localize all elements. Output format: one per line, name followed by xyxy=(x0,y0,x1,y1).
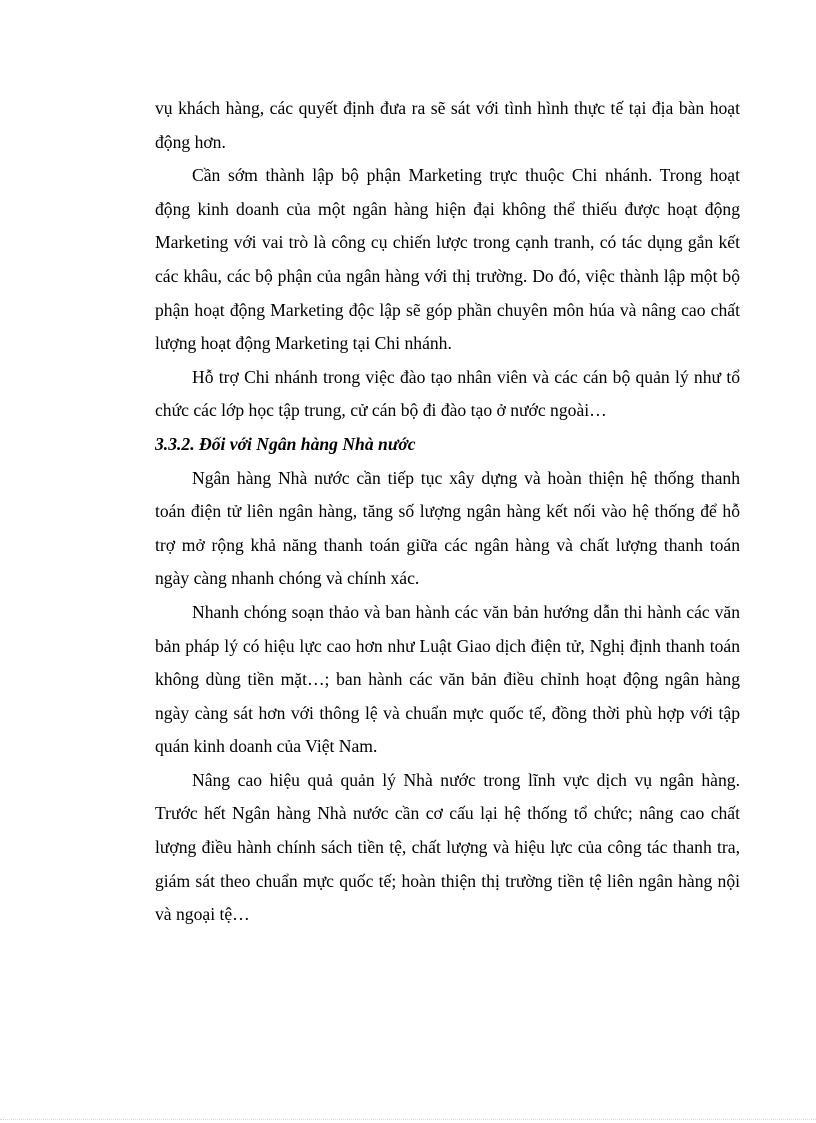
paragraph-legal-documents: Nhanh chóng soạn thảo và ban hành các văn bản hướng dẫn thi hành các văn bản pháp lý có hiệu lực cao hơn như Luật Giao dịch điện tử, Nghị định thanh toán không dùng tiền mặt…; ban hành các văn bản điều chỉnh hoạt động ngân hàng ngày càng sát hơn với thông lệ và chuẩn mực quốc tế, đồng thời phù hợp với tập quán kinh doanh của Việt Nam. xyxy=(155,601,740,757)
paragraph-state-management: Nâng cao hiệu quả quản lý Nhà nước trong lĩnh vực dịch vụ ngân hàng. Trước hết Ngân hàng Nhà nước cần cơ cấu lại hệ thống tổ chức; nâng cao chất lượng điều hành chính sách tiền tệ, chất lượng và hiệu lực của công tác thanh tra, giám sát theo chuẩn mực quốc tế; hoàn thiện thị trường tiền tệ liên ngân hàng nội và ngoại tệ… xyxy=(155,769,740,925)
paragraph-staff-training: Hỗ trợ Chi nhánh trong việc đào tạo nhân viên và các cán bộ quản lý như tổ chức các lớp học tập trung, cử cán bộ đi đào tạo ở nước ngoài… xyxy=(155,366,740,421)
paragraph-marketing-department: Cần sớm thành lập bộ phận Marketing trực thuộc Chi nhánh. Trong hoạt động kinh doanh của một ngân hàng hiện đại không thể thiếu được hoạt động Marketing với vai trò là công cụ chiến lược trong cạnh tranh, có tác dụng gắn kết các khâu, các bộ phận của ngân hàng với thị trường. Do đó, việc thành lập một bộ phận hoạt động Marketing độc lập sẽ góp phần chuyên môn húa và nâng cao chất lượng hoạt động Marketing tại Chi nhánh. xyxy=(155,165,740,354)
page-bottom-border xyxy=(0,1119,816,1120)
paragraph-payment-system: Ngân hàng Nhà nước cần tiếp tục xây dựng và hoàn thiện hệ thống thanh toán điện tử liên ngân hàng, tăng số lượng ngân hàng kết nối vào hệ thống để hỗ trợ mở rộng khả năng thanh toán giữa các ngân hàng và chất lượng thanh toán ngày càng nhanh chóng và chính xác. xyxy=(155,467,740,589)
document-page xyxy=(155,92,740,932)
section-heading: 3.3.2. Đối với Ngân hàng Nhà nước xyxy=(155,433,416,454)
paragraph-continuation: vụ khách hàng, các quyết định đưa ra sẽ sát với tình hình thực tế tại địa bàn hoạt động hơn. xyxy=(155,98,740,152)
